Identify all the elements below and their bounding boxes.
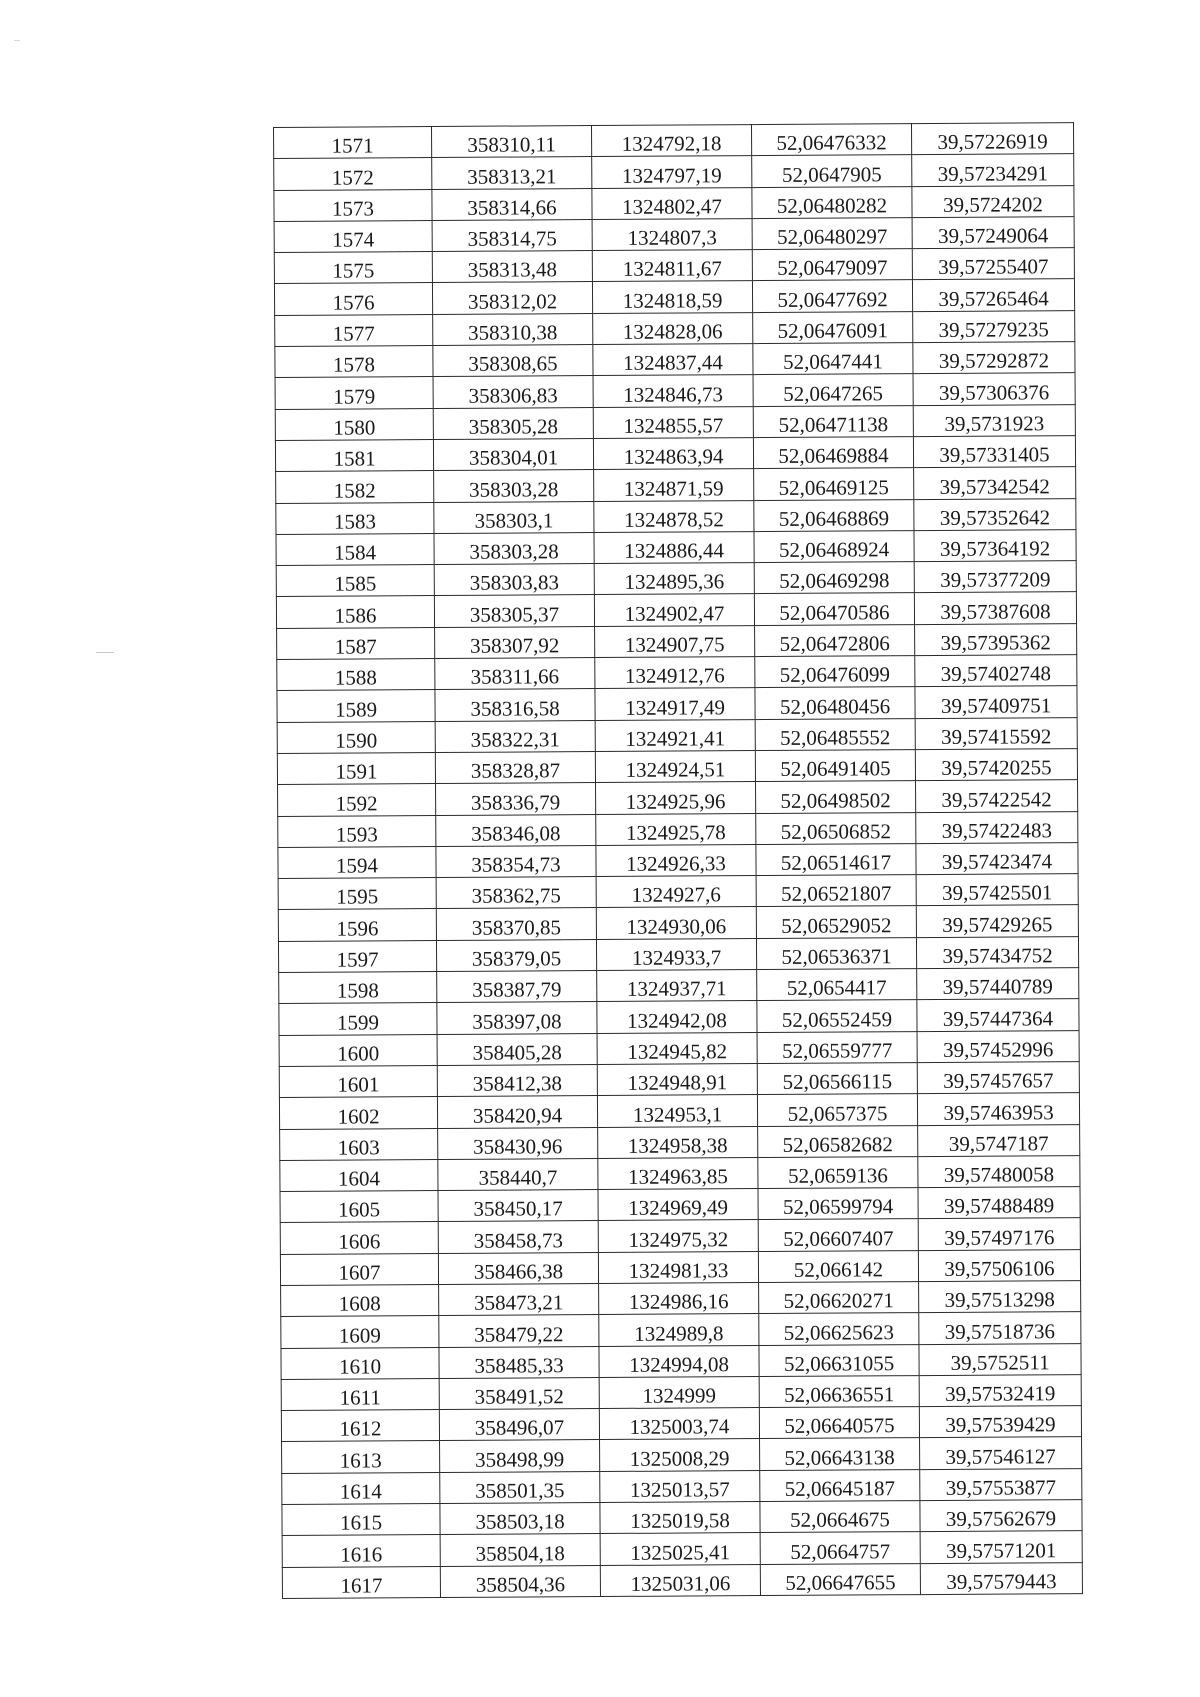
longitude-cell: 39,57497176 (918, 1218, 1080, 1250)
point-number-cell: 1617 (282, 1566, 440, 1598)
x-coordinate-cell: 358336,79 (436, 783, 596, 815)
y-coordinate-cell: 1324942,08 (597, 1001, 757, 1033)
longitude-cell: 39,57532419 (919, 1374, 1081, 1406)
point-number-cell: 1604 (280, 1159, 438, 1191)
x-coordinate-cell: 358304,01 (433, 439, 593, 471)
table-row (281, 1281, 1081, 1317)
point-number-cell: 1581 (275, 439, 433, 471)
latitude-cell: 52,06469125 (754, 468, 914, 500)
point-number-cell: 1610 (281, 1347, 439, 1379)
y-coordinate-cell: 1324994,08 (599, 1345, 759, 1377)
table-row (280, 1155, 1080, 1191)
y-coordinate-cell: 1324802,47 (592, 187, 752, 219)
longitude-cell: 39,57364192 (914, 529, 1076, 561)
table-row (276, 561, 1076, 597)
y-coordinate-cell: 1324948,91 (597, 1063, 757, 1095)
point-number-cell: 1572 (274, 158, 432, 190)
x-coordinate-cell: 358303,1 (434, 501, 594, 533)
latitude-cell: 52,06498502 (756, 781, 916, 813)
longitude-cell: 39,57423474 (916, 842, 1078, 874)
longitude-cell: 39,5752511 (919, 1343, 1081, 1375)
table-row (274, 154, 1074, 190)
table-row (278, 936, 1078, 972)
table-row (277, 749, 1077, 785)
y-coordinate-cell: 1324930,06 (596, 907, 756, 939)
latitude-cell: 52,0659136 (758, 1156, 918, 1188)
longitude-cell: 39,57409751 (915, 686, 1077, 718)
longitude-cell: 39,57331405 (913, 436, 1075, 468)
latitude-cell: 52,06480456 (755, 687, 915, 719)
point-number-cell: 1611 (281, 1378, 439, 1410)
y-coordinate-cell: 1324811,67 (592, 250, 752, 282)
table-row (277, 717, 1077, 753)
longitude-cell: 39,57306376 (913, 373, 1075, 405)
latitude-cell: 52,06472806 (755, 624, 915, 656)
x-coordinate-cell: 358397,08 (437, 1002, 597, 1034)
y-coordinate-cell: 1325031,06 (600, 1564, 760, 1596)
longitude-cell: 39,57440789 (917, 968, 1079, 1000)
table-row (276, 592, 1076, 628)
x-coordinate-cell: 358322,31 (435, 720, 595, 752)
longitude-cell: 39,57342542 (914, 467, 1076, 499)
x-coordinate-cell: 358473,21 (439, 1284, 599, 1316)
latitude-cell: 52,06645187 (760, 1469, 920, 1501)
longitude-cell: 39,57546127 (920, 1437, 1082, 1469)
x-coordinate-cell: 358305,37 (434, 595, 594, 627)
table-row (274, 279, 1074, 315)
longitude-cell: 39,57434752 (916, 936, 1078, 968)
latitude-cell: 52,06480282 (752, 186, 912, 218)
latitude-cell: 52,0657375 (757, 1094, 917, 1126)
point-number-cell: 1615 (282, 1504, 440, 1536)
y-coordinate-cell: 1324937,71 (597, 970, 757, 1002)
table-row (280, 1124, 1080, 1160)
table-row (282, 1500, 1082, 1536)
latitude-cell: 52,06636551 (759, 1375, 919, 1407)
longitude-cell: 39,5724202 (912, 185, 1074, 217)
longitude-cell: 39,57480058 (918, 1155, 1080, 1187)
latitude-cell: 52,06631055 (759, 1344, 919, 1376)
longitude-cell: 39,57579443 (920, 1562, 1082, 1594)
y-coordinate-cell: 1324828,06 (593, 312, 753, 344)
longitude-cell: 39,57377209 (914, 561, 1076, 593)
y-coordinate-cell: 1324855,57 (593, 406, 753, 438)
x-coordinate-cell: 358420,94 (437, 1096, 597, 1128)
table-row (277, 655, 1077, 691)
longitude-cell: 39,57518736 (919, 1312, 1081, 1344)
latitude-cell: 52,06625623 (759, 1313, 919, 1345)
point-number-cell: 1593 (278, 815, 436, 847)
y-coordinate-cell: 1324837,44 (593, 344, 753, 376)
x-coordinate-cell: 358313,48 (432, 251, 592, 283)
table-row (279, 999, 1079, 1035)
point-number-cell: 1587 (277, 627, 435, 659)
latitude-cell: 52,06476332 (751, 124, 911, 156)
longitude-cell: 39,5747187 (918, 1124, 1080, 1156)
latitude-cell: 52,06529052 (756, 906, 916, 938)
y-coordinate-cell: 1324895,36 (594, 563, 754, 595)
y-coordinate-cell: 1324917,49 (595, 688, 755, 720)
margin-mark (96, 652, 114, 653)
latitude-cell: 52,0654417 (757, 969, 917, 1001)
latitude-cell: 52,06469298 (754, 562, 914, 594)
y-coordinate-cell: 1324863,94 (593, 438, 753, 470)
point-number-cell: 1613 (282, 1441, 440, 1473)
table-row (274, 216, 1074, 252)
y-coordinate-cell: 1324846,73 (593, 375, 753, 407)
longitude-cell: 39,57553877 (920, 1468, 1082, 1500)
latitude-cell: 52,06620271 (759, 1282, 919, 1314)
table-row (275, 436, 1075, 472)
longitude-cell: 39,57265464 (912, 279, 1074, 311)
latitude-cell: 52,06470586 (754, 593, 914, 625)
longitude-cell: 39,57452996 (917, 1030, 1079, 1062)
point-number-cell: 1574 (274, 220, 432, 252)
x-coordinate-cell: 358412,38 (437, 1064, 597, 1096)
x-coordinate-cell: 358504,36 (440, 1565, 600, 1597)
point-number-cell: 1582 (276, 471, 434, 503)
latitude-cell: 52,06485552 (755, 718, 915, 750)
table-row (280, 1249, 1080, 1285)
x-coordinate-cell: 358305,28 (433, 407, 593, 439)
table-row (274, 248, 1074, 284)
point-number-cell: 1608 (281, 1284, 439, 1316)
longitude-cell: 39,5731923 (913, 404, 1075, 436)
latitude-cell: 52,06514617 (756, 843, 916, 875)
x-coordinate-cell: 358310,11 (432, 126, 592, 158)
point-number-cell: 1612 (281, 1410, 439, 1442)
y-coordinate-cell: 1324924,51 (595, 751, 755, 783)
x-coordinate-cell: 358379,05 (436, 939, 596, 971)
x-coordinate-cell: 358310,38 (433, 313, 593, 345)
x-coordinate-cell: 358307,92 (435, 626, 595, 658)
x-coordinate-cell: 358450,17 (438, 1190, 598, 1222)
table-row (275, 310, 1075, 346)
y-coordinate-cell: 1324792,18 (591, 125, 751, 157)
table-row (278, 780, 1078, 816)
table-row (276, 467, 1076, 503)
y-coordinate-cell: 1324912,76 (595, 657, 755, 689)
x-coordinate-cell: 358362,75 (436, 877, 596, 909)
y-coordinate-cell: 1324989,8 (599, 1314, 759, 1346)
table-row (278, 811, 1078, 847)
point-number-cell: 1583 (276, 502, 434, 534)
x-coordinate-cell: 358458,73 (438, 1221, 598, 1253)
y-coordinate-cell: 1324981,33 (598, 1251, 758, 1283)
point-number-cell: 1614 (282, 1472, 440, 1504)
point-number-cell: 1605 (280, 1191, 438, 1223)
point-number-cell: 1600 (279, 1034, 437, 1066)
point-number-cell: 1598 (279, 972, 437, 1004)
longitude-cell: 39,57429265 (916, 905, 1078, 937)
x-coordinate-cell: 358430,96 (438, 1127, 598, 1159)
table-row (276, 498, 1076, 534)
x-coordinate-cell: 358479,22 (439, 1315, 599, 1347)
latitude-cell: 52,06506852 (756, 812, 916, 844)
longitude-cell: 39,57279235 (913, 310, 1075, 342)
x-coordinate-cell: 358306,83 (433, 376, 593, 408)
y-coordinate-cell: 1325019,58 (600, 1502, 760, 1534)
table-row (278, 842, 1078, 878)
x-coordinate-cell: 358504,18 (440, 1534, 600, 1566)
table-row (279, 1030, 1079, 1066)
point-number-cell: 1595 (278, 878, 436, 910)
point-number-cell: 1571 (274, 127, 432, 159)
point-number-cell: 1585 (276, 565, 434, 597)
point-number-cell: 1576 (274, 283, 432, 315)
y-coordinate-cell: 1324945,82 (597, 1032, 757, 1064)
y-coordinate-cell: 1324926,33 (596, 844, 756, 876)
table-row (282, 1562, 1082, 1598)
point-number-cell: 1586 (276, 596, 434, 628)
y-coordinate-cell: 1324953,1 (597, 1095, 757, 1127)
x-coordinate-cell: 358316,58 (435, 689, 595, 721)
latitude-cell: 52,06468924 (754, 530, 914, 562)
x-coordinate-cell: 358314,66 (432, 188, 592, 220)
table-row (281, 1343, 1081, 1379)
latitude-cell: 52,06582682 (758, 1125, 918, 1157)
table-row (275, 373, 1075, 409)
latitude-cell: 52,06469884 (753, 437, 913, 469)
point-number-cell: 1588 (277, 659, 435, 691)
longitude-cell: 39,57226919 (911, 123, 1073, 155)
point-number-cell: 1607 (280, 1253, 438, 1285)
longitude-cell: 39,57415592 (915, 717, 1077, 749)
point-number-cell: 1599 (279, 1003, 437, 1035)
y-coordinate-cell: 1325003,74 (599, 1408, 759, 1440)
x-coordinate-cell: 358313,21 (432, 157, 592, 189)
x-coordinate-cell: 358491,52 (439, 1377, 599, 1409)
latitude-cell: 52,06552459 (757, 1000, 917, 1032)
point-number-cell: 1575 (274, 252, 432, 284)
table-row (275, 342, 1075, 378)
y-coordinate-cell: 1324969,49 (598, 1189, 758, 1221)
longitude-cell: 39,57425501 (916, 874, 1078, 906)
longitude-cell: 39,57422483 (916, 811, 1078, 843)
x-coordinate-cell: 358303,28 (434, 470, 594, 502)
table-row (279, 1093, 1079, 1129)
x-coordinate-cell: 358314,75 (432, 219, 592, 251)
point-number-cell: 1573 (274, 189, 432, 221)
point-number-cell: 1601 (279, 1065, 437, 1097)
longitude-cell: 39,57457657 (917, 1061, 1079, 1093)
table-row (275, 404, 1075, 440)
x-coordinate-cell: 358354,73 (436, 845, 596, 877)
y-coordinate-cell: 1324975,32 (598, 1220, 758, 1252)
longitude-cell: 39,57249064 (912, 216, 1074, 248)
scan-speck (14, 40, 20, 41)
x-coordinate-cell: 358328,87 (435, 751, 595, 783)
table-row (274, 123, 1074, 159)
x-coordinate-cell: 358503,18 (440, 1503, 600, 1535)
y-coordinate-cell: 1324925,78 (596, 813, 756, 845)
table-row (274, 185, 1074, 221)
latitude-cell: 52,0647905 (752, 155, 912, 187)
longitude-cell: 39,57539429 (919, 1406, 1081, 1438)
longitude-cell: 39,57420255 (915, 749, 1077, 781)
y-coordinate-cell: 1324807,3 (592, 218, 752, 250)
coordinates-table (273, 122, 1083, 1599)
table-row (277, 686, 1077, 722)
latitude-cell: 52,06640575 (759, 1407, 919, 1439)
latitude-cell: 52,06643138 (760, 1438, 920, 1470)
table-row (279, 968, 1079, 1004)
y-coordinate-cell: 1324907,75 (595, 625, 755, 657)
x-coordinate-cell: 358311,66 (435, 658, 595, 690)
latitude-cell: 52,06599794 (758, 1188, 918, 1220)
point-number-cell: 1602 (279, 1097, 437, 1129)
latitude-cell: 52,06479097 (752, 249, 912, 281)
x-coordinate-cell: 358303,83 (434, 564, 594, 596)
latitude-cell: 52,06476091 (753, 311, 913, 343)
longitude-cell: 39,57234291 (912, 154, 1074, 186)
latitude-cell: 52,06536371 (756, 937, 916, 969)
x-coordinate-cell: 358346,08 (436, 814, 596, 846)
point-number-cell: 1580 (275, 408, 433, 440)
longitude-cell: 39,57506106 (918, 1249, 1080, 1281)
table-row (281, 1374, 1081, 1410)
y-coordinate-cell: 1324886,44 (594, 531, 754, 563)
table-row (280, 1218, 1080, 1254)
point-number-cell: 1603 (280, 1128, 438, 1160)
x-coordinate-cell: 358496,07 (439, 1409, 599, 1441)
y-coordinate-cell: 1324871,59 (594, 469, 754, 501)
y-coordinate-cell: 1324921,41 (595, 719, 755, 751)
longitude-cell: 39,57255407 (912, 248, 1074, 280)
table-row (281, 1312, 1081, 1348)
x-coordinate-cell: 358387,79 (437, 971, 597, 1003)
longitude-cell: 39,57352642 (914, 498, 1076, 530)
x-coordinate-cell: 358370,85 (436, 908, 596, 940)
latitude-cell: 52,066142 (758, 1250, 918, 1282)
table-row (282, 1531, 1082, 1567)
y-coordinate-cell: 1324986,16 (599, 1283, 759, 1315)
y-coordinate-cell: 1324925,96 (596, 782, 756, 814)
table-row (279, 1061, 1079, 1097)
y-coordinate-cell: 1324933,7 (596, 938, 756, 970)
table-row (280, 1187, 1080, 1223)
x-coordinate-cell: 358303,28 (434, 532, 594, 564)
x-coordinate-cell: 358308,65 (433, 345, 593, 377)
table-row (281, 1406, 1081, 1442)
x-coordinate-cell: 358501,35 (440, 1471, 600, 1503)
point-number-cell: 1591 (277, 752, 435, 784)
point-number-cell: 1606 (280, 1222, 438, 1254)
table-row (282, 1468, 1082, 1504)
y-coordinate-cell: 1325008,29 (600, 1439, 760, 1471)
x-coordinate-cell: 358485,33 (439, 1346, 599, 1378)
longitude-cell: 39,57488489 (918, 1187, 1080, 1219)
longitude-cell: 39,57463953 (917, 1093, 1079, 1125)
latitude-cell: 52,06471138 (753, 405, 913, 437)
longitude-cell: 39,57562679 (920, 1500, 1082, 1532)
latitude-cell: 52,06476099 (755, 656, 915, 688)
longitude-cell: 39,57292872 (913, 342, 1075, 374)
point-number-cell: 1577 (275, 314, 433, 346)
point-number-cell: 1616 (282, 1535, 440, 1567)
point-number-cell: 1578 (275, 346, 433, 378)
latitude-cell: 52,06521807 (756, 875, 916, 907)
y-coordinate-cell: 1325025,41 (600, 1533, 760, 1565)
point-number-cell: 1590 (277, 721, 435, 753)
table-body (274, 123, 1083, 1599)
latitude-cell: 52,0664675 (760, 1501, 920, 1533)
latitude-cell: 52,06468869 (754, 499, 914, 531)
longitude-cell: 39,57447364 (917, 999, 1079, 1031)
longitude-cell: 39,57402748 (915, 655, 1077, 687)
y-coordinate-cell: 1325013,57 (600, 1470, 760, 1502)
y-coordinate-cell: 1324927,6 (596, 876, 756, 908)
latitude-cell: 52,06477692 (752, 280, 912, 312)
latitude-cell: 52,0647441 (753, 343, 913, 375)
y-coordinate-cell: 1324818,59 (592, 281, 752, 313)
y-coordinate-cell: 1324902,47 (594, 594, 754, 626)
x-coordinate-cell: 358405,28 (437, 1033, 597, 1065)
latitude-cell: 52,06480297 (752, 217, 912, 249)
latitude-cell: 52,0647265 (753, 374, 913, 406)
y-coordinate-cell: 1324958,38 (598, 1126, 758, 1158)
table-row (276, 529, 1076, 565)
x-coordinate-cell: 358312,02 (432, 282, 592, 314)
longitude-cell: 39,57513298 (919, 1281, 1081, 1313)
latitude-cell: 52,06607407 (758, 1219, 918, 1251)
point-number-cell: 1592 (278, 784, 436, 816)
y-coordinate-cell: 1324999 (599, 1376, 759, 1408)
point-number-cell: 1594 (278, 846, 436, 878)
table-row (282, 1437, 1082, 1473)
longitude-cell: 39,57387608 (914, 592, 1076, 624)
point-number-cell: 1596 (278, 909, 436, 941)
x-coordinate-cell: 358440,7 (438, 1158, 598, 1190)
latitude-cell: 52,06647655 (760, 1563, 920, 1595)
y-coordinate-cell: 1324878,52 (594, 500, 754, 532)
x-coordinate-cell: 358466,38 (438, 1252, 598, 1284)
point-number-cell: 1579 (275, 377, 433, 409)
point-number-cell: 1589 (277, 690, 435, 722)
y-coordinate-cell: 1324963,85 (598, 1157, 758, 1189)
latitude-cell: 52,06566115 (757, 1062, 917, 1094)
point-number-cell: 1609 (281, 1316, 439, 1348)
table-row (278, 874, 1078, 910)
latitude-cell: 52,06559777 (757, 1031, 917, 1063)
longitude-cell: 39,57422542 (916, 780, 1078, 812)
y-coordinate-cell: 1324797,19 (592, 156, 752, 188)
longitude-cell: 39,57571201 (920, 1531, 1082, 1563)
table-row (277, 623, 1077, 659)
point-number-cell: 1597 (278, 940, 436, 972)
table-row (278, 905, 1078, 941)
latitude-cell: 52,0664757 (760, 1532, 920, 1564)
point-number-cell: 1584 (276, 533, 434, 565)
longitude-cell: 39,57395362 (915, 623, 1077, 655)
x-coordinate-cell: 358498,99 (440, 1440, 600, 1472)
latitude-cell: 52,06491405 (755, 750, 915, 782)
